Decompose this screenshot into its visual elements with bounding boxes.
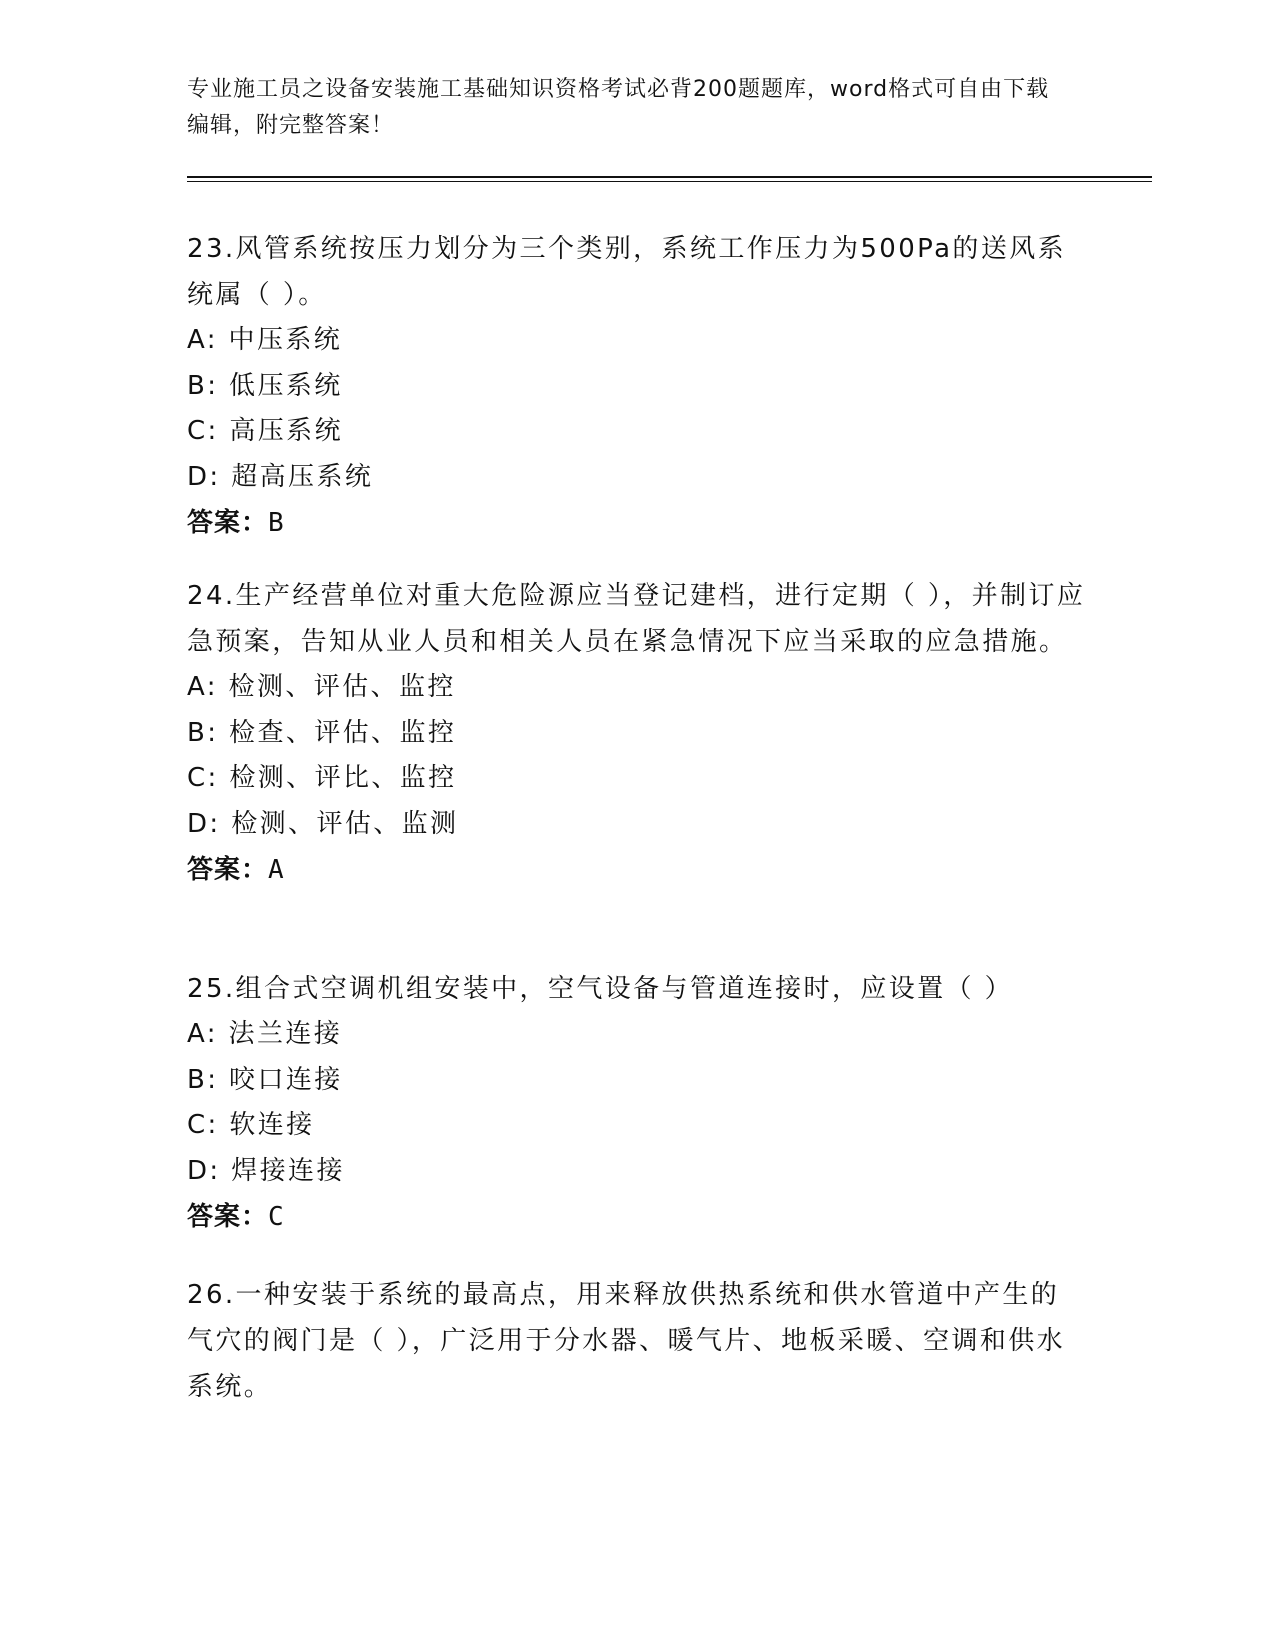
answer-value: B [268, 508, 285, 538]
question-23 [187, 226, 1087, 546]
option-a: A: 法兰连接 [187, 1019, 343, 1049]
option-b: B: 检查、评估、监控 [187, 717, 457, 748]
header-divider-thick [187, 176, 1152, 178]
option-a: A: 中压系统 [187, 325, 343, 355]
option-a: A: 检测、评估、监控 [187, 672, 456, 702]
option-b: B: 咬口连接 [187, 1064, 343, 1095]
header-divider-thin [187, 181, 1152, 182]
question-24 [187, 573, 1087, 893]
answer-label: 答案： [187, 855, 269, 885]
document-header: 专业施工员之设备安装施工基础知识资格考试必背200题题库，word格式可自由下载编辑，附完整答案！ [187, 77, 1050, 138]
answer [187, 1194, 1087, 1240]
answer-value: C [268, 1202, 285, 1232]
answer [187, 847, 1087, 893]
question-stem: 25.组合式空调机组安装中，空气设备与管道连接时，应设置（ ） [187, 974, 1014, 1004]
answer-label: 答案： [187, 1202, 269, 1232]
question-stem: 26.一种安装于系统的最高点，用来释放供热系统和供水管道中产生的气穴的阀门是（ ），广泛用于分水器、暖气片、地板采暖、空调和供水系统。 [187, 1280, 1066, 1402]
option-d: D: 焊接连接 [187, 1155, 345, 1186]
option-c: C: 检测、评比、监控 [187, 763, 457, 793]
question-stem: 24.生产经营单位对重大危险源应当登记建档，进行定期（ ），并制订应急预案，告知从业人员和相关人员在紧急情况下应当采取的应急措施。 [187, 581, 1086, 657]
question-25 [187, 966, 1087, 1240]
option-c: C: 软连接 [187, 1110, 315, 1140]
answer [187, 500, 1087, 546]
question-26 [187, 1272, 1087, 1410]
option-d: D: 检测、评估、监测 [187, 808, 459, 839]
option-c: C: 高压系统 [187, 416, 343, 446]
option-b: B: 低压系统 [187, 370, 343, 401]
answer-label: 答案： [187, 508, 269, 538]
option-d: D: 超高压系统 [187, 461, 374, 492]
answer-value: A [268, 855, 285, 885]
question-stem: 23.风管系统按压力划分为三个类别，系统工作压力为500Pa的送风系统属（ ）。 [187, 234, 1067, 310]
